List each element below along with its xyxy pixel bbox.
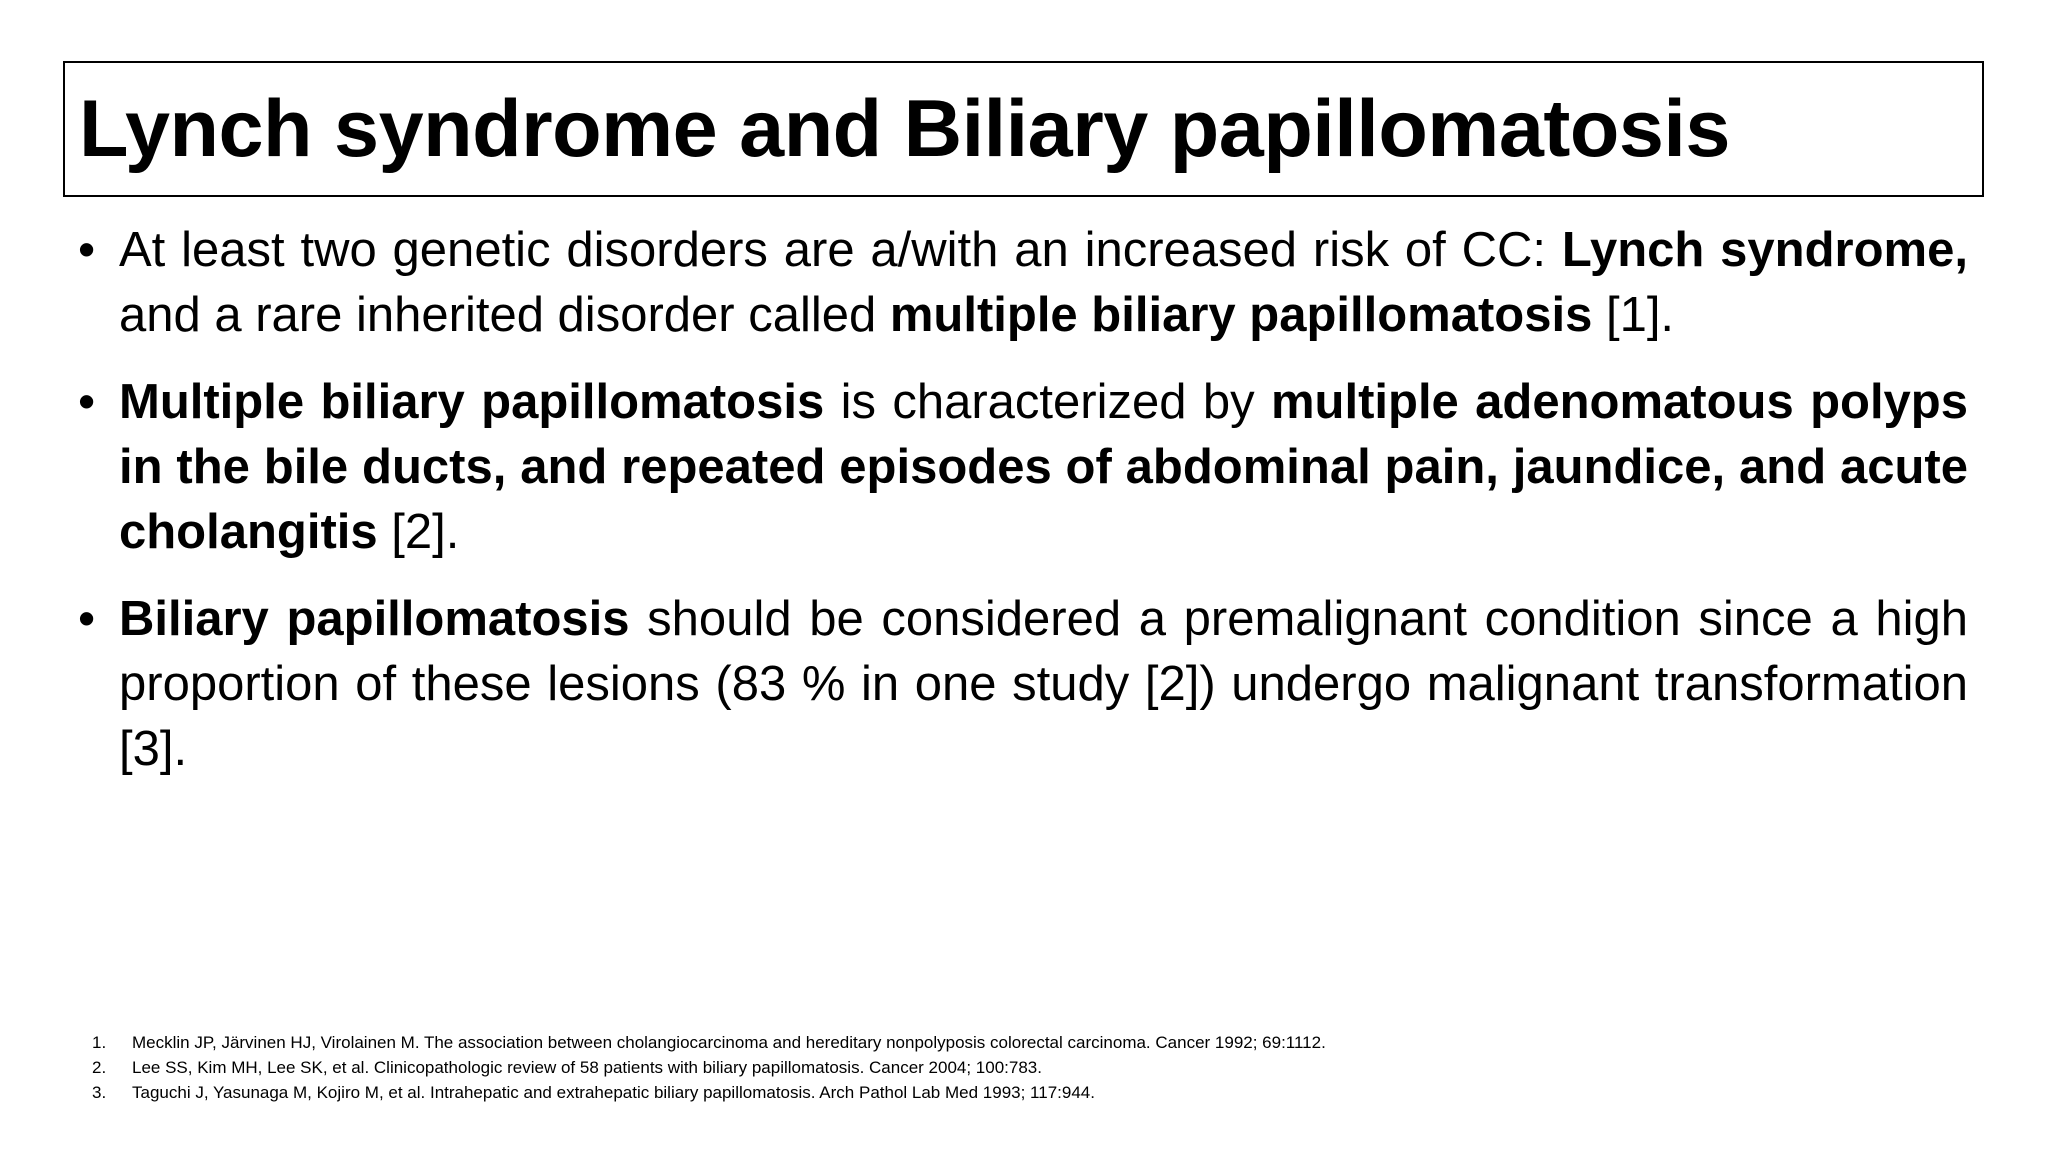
bullet-segment-bold: Biliary papillomatosis [119,592,630,646]
bullet-marker: • [78,375,96,429]
reference-number: 2. [92,1058,107,1077]
bullet-marker: • [78,223,96,277]
bullet-text [119,592,1968,776]
reference-item [92,1055,1326,1080]
bullet-text [119,375,1968,559]
reference-item [92,1030,1326,1055]
reference-text: Lee SS, Kim MH, Lee SK, et al. Clinicopathologic review of 58 patients with biliary papillomatosis. Cancer 2004; 100:783. [132,1058,1042,1077]
bullet-segment: should be considered a premalignant condition since a high proportion of these lesions (83 % in one study [2]) undergo malignant transformation [3]. [119,592,1968,776]
bullet-marker: • [78,592,96,646]
bullet-segment-bold: Lynch syndrome, [1561,223,1968,277]
bullet-segment: is characterized by [824,375,1271,429]
bullet-item [78,218,1968,348]
bullet-segment: [1]. [1592,288,1675,342]
slide-title: Lynch syndrome and Biliary papillomatosis [79,84,1730,174]
bullet-segment: [2]. [377,505,460,559]
reference-list [92,1030,1326,1105]
reference-item [92,1080,1326,1105]
title-box [63,61,1984,197]
bullet-segment-bold: multiple adenomatous polyps in the bile ducts, and repeated episodes of abdominal pain, jaundice, and acute cholangitis [119,375,1968,559]
bullet-item [78,370,1968,565]
bullet-list [78,218,1968,804]
bullet-segment: At least two genetic disorders are a/with an increased risk of CC: [119,223,1562,277]
bullet-item [78,587,1968,782]
bullet-segment-bold: Multiple biliary papillomatosis [119,375,825,429]
reference-number: 3. [92,1083,107,1102]
reference-number: 1. [92,1033,107,1052]
bullet-text [119,223,1968,342]
reference-text: Mecklin JP, Järvinen HJ, Virolainen M. The association between cholangiocarcinoma and hereditary nonpolyposis colorectal carcinoma. Cancer 1992; 69:1112. [132,1033,1326,1052]
bullet-segment: and a rare inherited disorder called [119,288,890,342]
bullet-segment-bold: multiple biliary papillomatosis [889,288,1593,342]
reference-text: Taguchi J, Yasunaga M, Kojiro M, et al. Intrahepatic and extrahepatic biliary papillomatosis. Arch Pathol Lab Med 1993; 117:944. [132,1083,1095,1102]
